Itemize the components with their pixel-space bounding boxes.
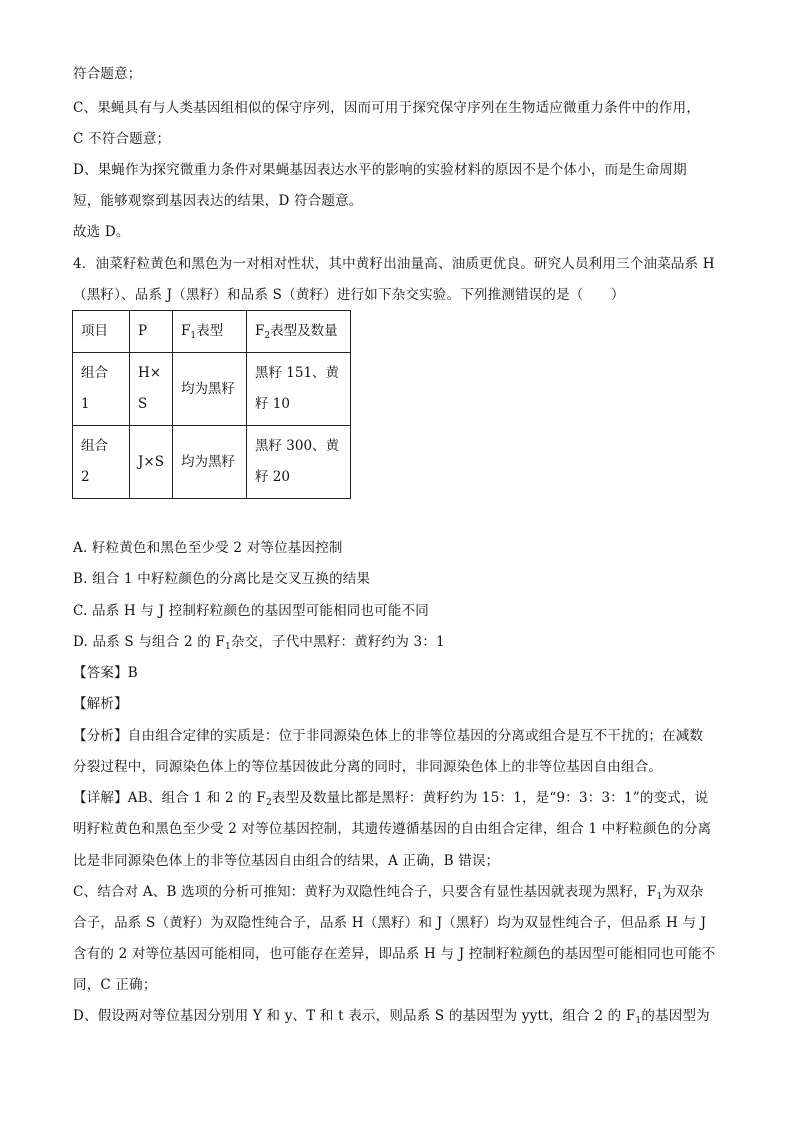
- text-line: C 不符合题意；: [73, 131, 171, 147]
- analysis-line: 分裂过程中，同源染色体上的等位基因彼此分离的同时，非同源染色体上的非等位基因自由组合。: [73, 759, 663, 775]
- detail-line: 明籽粒黄色和黑色至少受 2 对等位基因控制，其遗传遵循基因的自由组合定律，组合 1 中籽粒颜色的分离: [73, 821, 712, 837]
- table-cell: 黑籽 300、黄 籽 20: [246, 426, 350, 499]
- text-line: 短，能够观察到基因表达的结果，D 符合题意。: [73, 193, 363, 209]
- detail-line: C、结合对 A、B 选项的分析可推知：黄籽为双隐性纯合子，只要含有显性基因就表现为黑籽，$F_1$为双杂: [73, 884, 704, 902]
- header-cell: P: [130, 311, 173, 353]
- text-line: C、果蝇具有与人类基因组相似的保守序列，因而可用于探究保守序列在生物适应微重力条件中的作用，: [73, 100, 701, 116]
- header-cell: 项目: [73, 311, 130, 353]
- table-cell: 均为黑籽: [172, 353, 246, 426]
- table-cell: 均为黑籽: [172, 426, 246, 499]
- table-cell: 黑籽 151、黄 籽 10: [246, 353, 350, 426]
- table-row: [73, 353, 351, 426]
- text-line: D、果蝇作为探究微重力条件对果蝇基因表达水平的影响的实验材料的原因不是个体小，而是生命周期: [73, 162, 687, 178]
- analysis-line: 【分析】自由组合定律的实质是：位于非同源染色体上的非等位基因的分离或组合是互不干扰的；在减数: [73, 728, 704, 744]
- table-header-row: [73, 311, 351, 353]
- table-cell: H× S: [130, 353, 173, 426]
- detail-line: D、假设两对等位基因分别用 Y 和 y、T 和 t 表示，则品系 S 的基因型为 yytt，组合 2 的 $F_1$的基因型为: [73, 1008, 710, 1026]
- table-cell: J×S: [130, 426, 173, 499]
- answer-line: 【答案】B: [73, 665, 138, 681]
- detail-line: 比是非同源染色体上的非等位基因自由组合的结果，A 正确，B 错误；: [73, 853, 500, 869]
- question-stem: 4．油菜籽粒黄色和黑色为一对相对性状，其中黄籽出油量高、油质更优良。研究人员利用三个油菜品系 H: [73, 256, 715, 272]
- header-cell: $F_1$表型: [172, 311, 246, 353]
- analysis-label: 【解析】: [73, 696, 128, 712]
- option-c: C. 品系 H 与 J 控制籽粒颜色的基因型可能相同也可能不同: [73, 603, 429, 619]
- option-d: D. 品系 S 与组合 2 的 $F_1$杂交，子代中黑籽：黄籽约为 3：1: [73, 634, 445, 652]
- question-stem: （黑籽）、品系 J（黑籽）和品系 S（黄籽）进行如下杂交实验。下列推测错误的是（ ）: [73, 287, 625, 303]
- header-cell: $F_2$表型及数量: [246, 311, 350, 353]
- table-cell: 组合 1: [73, 353, 130, 426]
- detail-line: 【详解】AB、组合 1 和 2 的 $F_2$表型及数量比都是黑籽：黄籽约为 15：1，是“9：3：3：1”的变式，说: [73, 790, 709, 808]
- text-line: 故选 D。: [73, 224, 130, 240]
- table-cell: 组合 2: [73, 426, 130, 499]
- cross-experiment-table: [72, 310, 351, 499]
- option-a: A. 籽粒黄色和黑色至少受 2 对等位基因控制: [73, 540, 343, 556]
- detail-line: 含有的 2 对等位基因可能相同，也可能存在差异，即品系 H 与 J 控制籽粒颜色的基因型可能相同也可能不: [73, 946, 716, 962]
- table-row: [73, 426, 351, 499]
- option-b: B. 组合 1 中籽粒颜色的分离比是交叉互换的结果: [73, 571, 371, 587]
- text-line: 符合题意；: [73, 66, 142, 82]
- detail-line: 同，C 正确；: [73, 977, 157, 993]
- detail-line: 合子，品系 S（黄籽）为双隐性纯合子，品系 H（黑籽）和 J（黑籽）均为双显性纯合子，但品系 H 与 J: [73, 915, 707, 931]
